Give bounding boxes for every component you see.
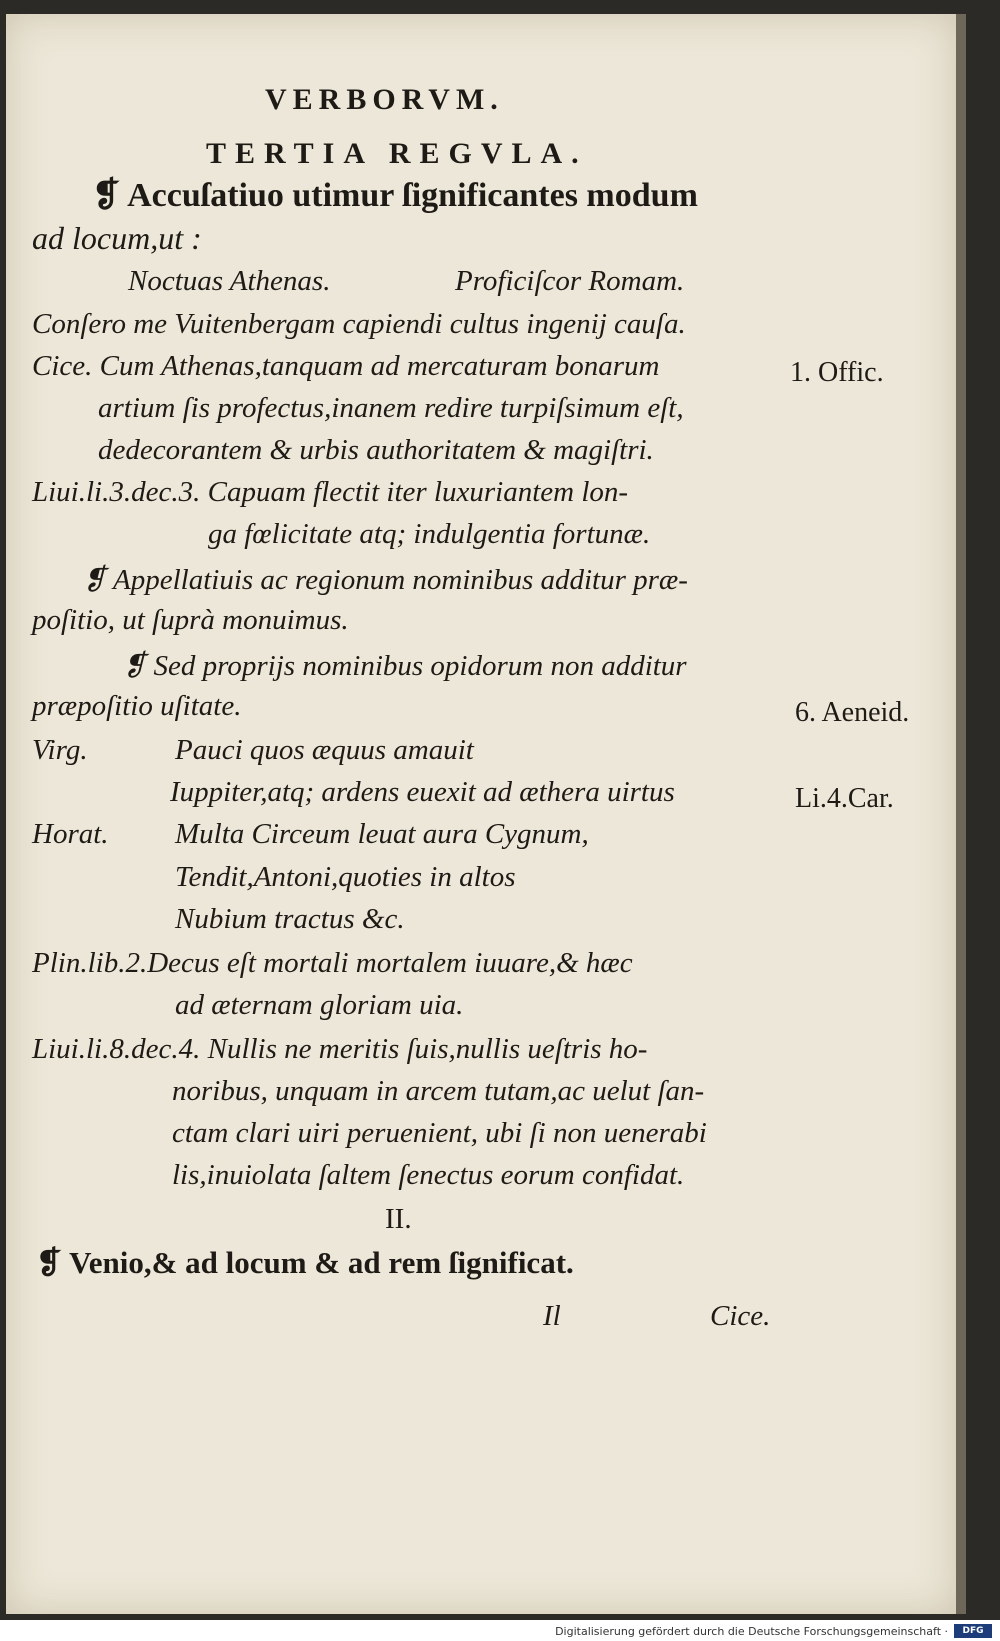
margin-note: Li.4.Car. bbox=[795, 783, 894, 814]
body-line: ❡ Sed proprijs nominibus opidorum non additur bbox=[122, 650, 687, 682]
body-line: ❡ Appellatiuis ac regionum nominibus additur præ- bbox=[82, 564, 688, 596]
author-label: Virg. bbox=[32, 734, 88, 766]
citation-line: dedecorantem & urbis authoritatem & magiſtri. bbox=[98, 434, 654, 466]
page-edge bbox=[956, 14, 966, 1614]
dfg-logo: DFG bbox=[954, 1624, 992, 1638]
citation-line: noribus, unquam in arcem tutam,ac uelut ſan- bbox=[172, 1075, 705, 1107]
signature-mark: Il bbox=[543, 1300, 561, 1332]
margin-note: 1. Offic. bbox=[790, 357, 884, 388]
citation-line: Cice. Cum Athenas,tanquam ad mercaturam bonarum bbox=[32, 350, 660, 382]
body-line: poſitio, ut ſuprà monuimus. bbox=[32, 604, 349, 636]
section-number: II. bbox=[385, 1203, 412, 1235]
running-head: VERBORVM. bbox=[265, 83, 504, 116]
catchword: Cice. bbox=[710, 1300, 771, 1332]
body-line: ❡ Venio,& ad locum & ad rem ſignificat. bbox=[36, 1245, 574, 1280]
verse-line: Iuppiter,atq; ardens euexit ad æthera uirtus bbox=[170, 776, 675, 808]
body-line: ❡ Accuſatiuo utimur ſignificantes modum bbox=[92, 177, 698, 214]
verse-line: Multa Circeum leuat aura Cygnum, bbox=[175, 818, 589, 850]
citation-line: ad æternam gloriam uia. bbox=[175, 989, 464, 1021]
author-label: Horat. bbox=[32, 818, 109, 850]
citation-line: ctam clari uiri peruenient, ubi ſi non uenerabi bbox=[172, 1117, 707, 1149]
body-line: præpoſitio uſitate. bbox=[32, 690, 242, 722]
example-line: Noctuas Athenas. bbox=[128, 265, 331, 297]
example-line: Proficiſcor Romam. bbox=[455, 265, 685, 297]
citation-line: ga fœlicitate atq; indulgentia fortunæ. bbox=[208, 518, 651, 550]
margin-note: 6. Aeneid. bbox=[795, 697, 910, 728]
citation-line: Liui.li.8.dec.4. Nullis ne meritis ſuis,nullis ueſtris ho- bbox=[32, 1033, 648, 1065]
citation-line: lis,inuiolata ſaltem ſenectus eorum confidat. bbox=[172, 1159, 685, 1191]
verse-line: Nubium tractus &c. bbox=[175, 903, 405, 935]
body-line: ad locum,ut : bbox=[32, 220, 202, 256]
verse-line: Pauci quos æquus amauit bbox=[175, 734, 474, 766]
footer-bar bbox=[0, 1621, 1000, 1641]
rule-heading: TERTIA REGVLA. bbox=[206, 137, 588, 170]
citation-line: Plin.lib.2.Decus eſt mortali mortalem iuuare,& hæc bbox=[32, 947, 633, 979]
body-line: Conſero me Vuitenbergam capiendi cultus ingenij cauſa. bbox=[32, 308, 686, 340]
citation-line: Liui.li.3.dec.3. Capuam flectit iter luxuriantem lon- bbox=[32, 476, 629, 508]
footer-credit: Digitalisierung gefördert durch die Deutsche Forschungsgemeinschaft · bbox=[555, 1625, 948, 1638]
citation-line: artium ſis profectus,inanem redire turpiſsimum eſt, bbox=[98, 392, 684, 424]
verse-line: Tendit,Antoni,quoties in altos bbox=[175, 861, 516, 893]
